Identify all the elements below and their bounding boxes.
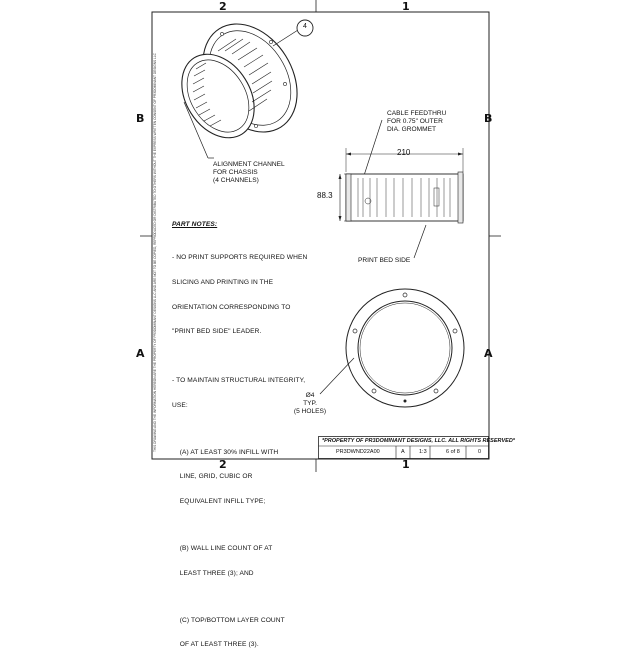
- note-line: LEAST THREE (3); AND: [172, 569, 254, 577]
- hole-callout: Ø4 TYP. (5 HOLES): [293, 392, 327, 415]
- print-bed-leader: [414, 225, 426, 258]
- title-block-sheet: 6 of 8: [446, 449, 460, 455]
- note-line: - NO PRINT SUPPORTS REQUIRED WHEN: [172, 254, 308, 262]
- title-block-scale: 1:3: [419, 449, 427, 455]
- note-line: (C) TOP/BOTTOM LAYER COUNT: [172, 616, 285, 624]
- alignment-leader-svg: [180, 98, 230, 168]
- title-block-part-number: PR3DWND22A00: [336, 449, 380, 455]
- title-block-extra: 0: [478, 449, 482, 455]
- note-line: [172, 594, 322, 600]
- title-block-revision: A: [401, 449, 405, 455]
- zone-label-left-b: B: [136, 112, 145, 125]
- side-body: [346, 174, 463, 221]
- zone-label-left-a: A: [136, 347, 145, 360]
- zone-label-top-2: 2: [219, 0, 227, 13]
- vertical-notice: THIS DRAWING AND THE INFORMATION HEREON ARE THE PROPERTY OF PR3DOMINANT DESIGNS LLC AND ARE NOT TO BE COPIED, REPRODUCED OR DISTRIBUTED TO OTHERS WITHOUT THE EXPRESS WRITTEN CONSENT OF PR3DOMINANT DESIGNS LLC: [153, 53, 157, 452]
- balloon-4-svg: [270, 18, 320, 50]
- note-line: OF AT LEAST THREE (3).: [172, 641, 259, 649]
- dim-height-label: 88.3: [317, 191, 333, 200]
- note-line: [172, 523, 322, 529]
- note-line: EQUIVALENT INFILL TYPE;: [172, 498, 266, 506]
- zone-label-bottom-2: 2: [219, 458, 227, 471]
- note-line: [172, 426, 322, 432]
- cable-callout: CABLE FEEDTHRU FOR 0.75" OUTER DIA. GROMMET: [387, 110, 447, 133]
- notes-body: [172, 238, 322, 658]
- hole-leader: [320, 358, 354, 394]
- note-line: [172, 353, 322, 361]
- zone-label-right-b: B: [484, 112, 493, 125]
- zone-label-bottom-1: 1: [402, 458, 410, 471]
- side-flange-right: [458, 172, 463, 223]
- note-line: ORIENTATION CORRESPONDING TO: [172, 303, 291, 311]
- alignment-leader: [184, 102, 208, 158]
- zone-label-top-1: 1: [402, 0, 410, 13]
- zone-label-right-a: A: [484, 347, 493, 360]
- balloon-leader: [273, 30, 298, 46]
- notes-heading: PART NOTES:: [172, 221, 218, 228]
- note-line: SLICING AND PRINTING IN THE: [172, 279, 274, 287]
- note-line: (A) AT LEAST 30% INFILL WITH: [172, 448, 279, 456]
- side-flange-left: [346, 174, 351, 221]
- note-line: "PRINT BED SIDE" LEADER.: [172, 328, 262, 336]
- title-block-property: *PROPERTY OF PR3DOMINANT DESIGNS, LLC. ALL RIGHTS RESERVED*: [322, 438, 515, 444]
- note-line: - TO MAINTAIN STRUCTURAL INTEGRITY,: [172, 377, 306, 385]
- note-line: USE:: [172, 401, 188, 409]
- print-bed-callout: PRINT BED SIDE: [358, 257, 411, 264]
- dim-width-label: 210: [397, 148, 411, 157]
- front-inner-circle: [358, 301, 452, 395]
- front-marker: [404, 400, 407, 403]
- alignment-callout: ALIGNMENT CHANNEL FOR CHASSIS (4 CHANNELS): [213, 161, 285, 184]
- front-inner-edge: [360, 303, 450, 393]
- note-line: LINE, GRID, CUBIC OR: [172, 473, 253, 481]
- note-line: (B) WALL LINE COUNT OF AT: [172, 545, 273, 553]
- balloon-number: 4: [303, 23, 307, 30]
